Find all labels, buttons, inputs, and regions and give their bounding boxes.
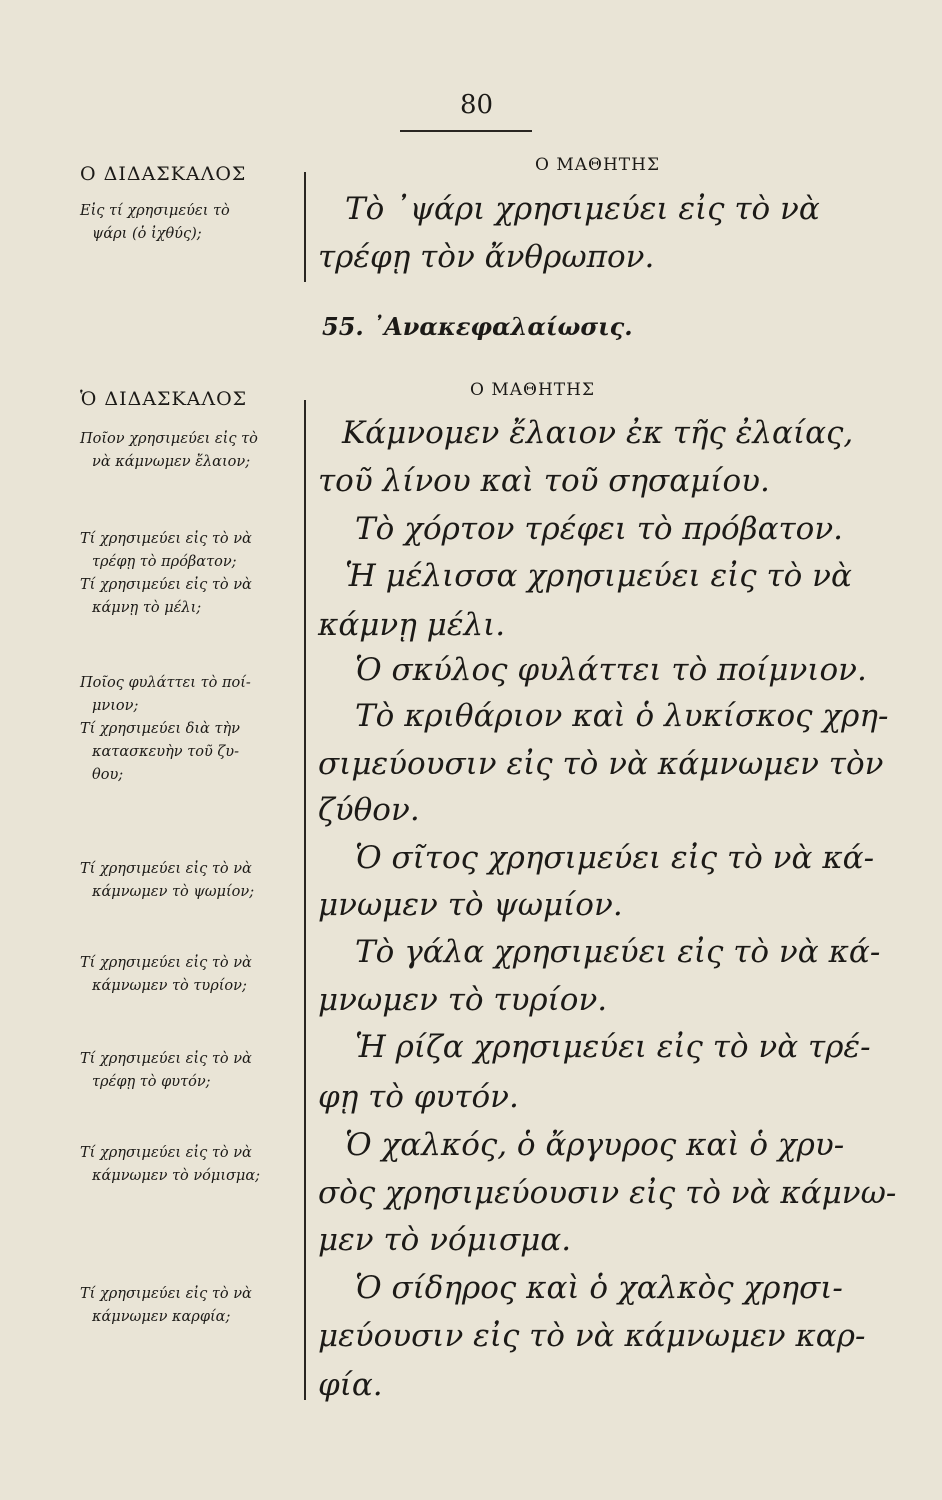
- page-number: 80: [460, 90, 494, 120]
- question: Τί χρησιμεύει εἰς τὸ νὰ κάμνωμεν τὸ νόμισμα;: [80, 1145, 261, 1184]
- answer-line: σὸς χρησιμεύουσιν εἰς τὸ νὰ κάμνω-: [318, 1175, 897, 1211]
- student-heading: Ο ΜΑΘΗΤΗΣ: [535, 155, 660, 175]
- teacher-heading: Ὁ ΔΙΔΑΣΚΑΛΟΣ: [80, 388, 248, 410]
- answer-line: σιμεύουσιν εἰς τὸ νὰ κάμνωμεν τὸν: [318, 746, 884, 782]
- answer-line: Τὸ ᾿ψάρι χρησιμεύει εἰς τὸ νὰ: [345, 191, 820, 227]
- page-number-rule: [400, 130, 532, 132]
- section-title: 55. ᾿Ανακεφαλαίωσις.: [322, 312, 633, 341]
- answer-line: Ὁ χαλκός, ὁ ἄργυρος καὶ ὁ χρυ-: [345, 1127, 845, 1163]
- teacher-heading: Ο ΔΙΔΑΣΚΑΛΟΣ: [80, 163, 247, 185]
- answer-line: Ὁ σίδηρος καὶ ὁ χαλκὸς χρησι-: [355, 1270, 843, 1306]
- answer-line: Ὁ σκύλος φυλάττει τὸ ποίμνιον.: [355, 652, 867, 688]
- question: Τί χρησιμεύει διὰ τὴν κατασκευὴν τοῦ ζυ- θου;: [80, 721, 240, 783]
- question: Τί χρησιμεύει εἰς τὸ νὰ κάμνωμεν τὸ ψωμίον;: [80, 861, 255, 900]
- question: Τί χρησιμεύει εἰς τὸ νὰ τρέφῃ τὸ φυτόν;: [80, 1051, 252, 1090]
- answer-line: μνωμεν τὸ ψωμίον.: [318, 887, 623, 923]
- answer-line: Κάμνομεν ἔλαιον ἐκ τῆς ἐλαίας,: [342, 415, 854, 451]
- question: Τί χρησιμεύει εἰς τὸ νὰ κάμνωμεν τὸ τυρίον;: [80, 955, 252, 994]
- answer-line: Τὸ γάλα χρησιμεύει εἰς τὸ νὰ κά-: [355, 934, 881, 970]
- question: Ποῖος φυλάττει τὸ ποί- μνιον;: [80, 675, 251, 714]
- answer-line: μνωμεν τὸ τυρίον.: [318, 982, 608, 1018]
- answer-line: μεύουσιν εἰς τὸ νὰ κάμνωμεν καρ-: [318, 1318, 866, 1354]
- answer-line: Τὸ χόρτον τρέφει τὸ πρόβατον.: [355, 511, 844, 547]
- question: Εἰς τί χρησιμεύει τὸ ψάρι (ὁ ἰχθύς);: [80, 203, 230, 242]
- answer-line: κάμνῃ μέλι.: [318, 607, 506, 643]
- answer-line: τρέφῃ τὸν ἄνθρωπον.: [318, 239, 655, 275]
- question: Τί χρησιμεύει εἰς τὸ νὰ τρέφῃ τὸ πρόβατον;: [80, 531, 252, 570]
- answer-line: Ἡ ρίζα χρησιμεύει εἰς τὸ νὰ τρέ-: [355, 1029, 871, 1065]
- answer-line: φῃ τὸ φυτόν.: [318, 1079, 519, 1115]
- question: Ποῖον χρησιμεύει εἰς τὸ νὰ κάμνωμεν ἔλαιον;: [80, 431, 258, 470]
- answer-line: τοῦ λίνου καὶ τοῦ σησαμίου.: [318, 463, 770, 499]
- answer-line: Τὸ κριθάριον καὶ ὁ λυκίσκος χρη-: [355, 698, 889, 734]
- student-heading: Ο ΜΑΘΗΤΗΣ: [470, 380, 595, 400]
- answer-line: Ὁ σῖτος χρησιμεύει εἰς τὸ νὰ κά-: [355, 840, 875, 876]
- answer-line: ζύθον.: [318, 792, 420, 828]
- question: Τί χρησιμεύει εἰς τὸ νὰ κάμνωμεν καρφία;: [80, 1286, 252, 1325]
- answer-line: μεν τὸ νόμισμα.: [318, 1222, 572, 1258]
- answer-line: Ἡ μέλισσα χρησιμεύει εἰς τὸ νὰ: [345, 558, 852, 594]
- question: Τί χρησιμεύει εἰς τὸ νὰ κάμνῃ τὸ μέλι;: [80, 577, 252, 616]
- answer-line: φία.: [318, 1367, 383, 1403]
